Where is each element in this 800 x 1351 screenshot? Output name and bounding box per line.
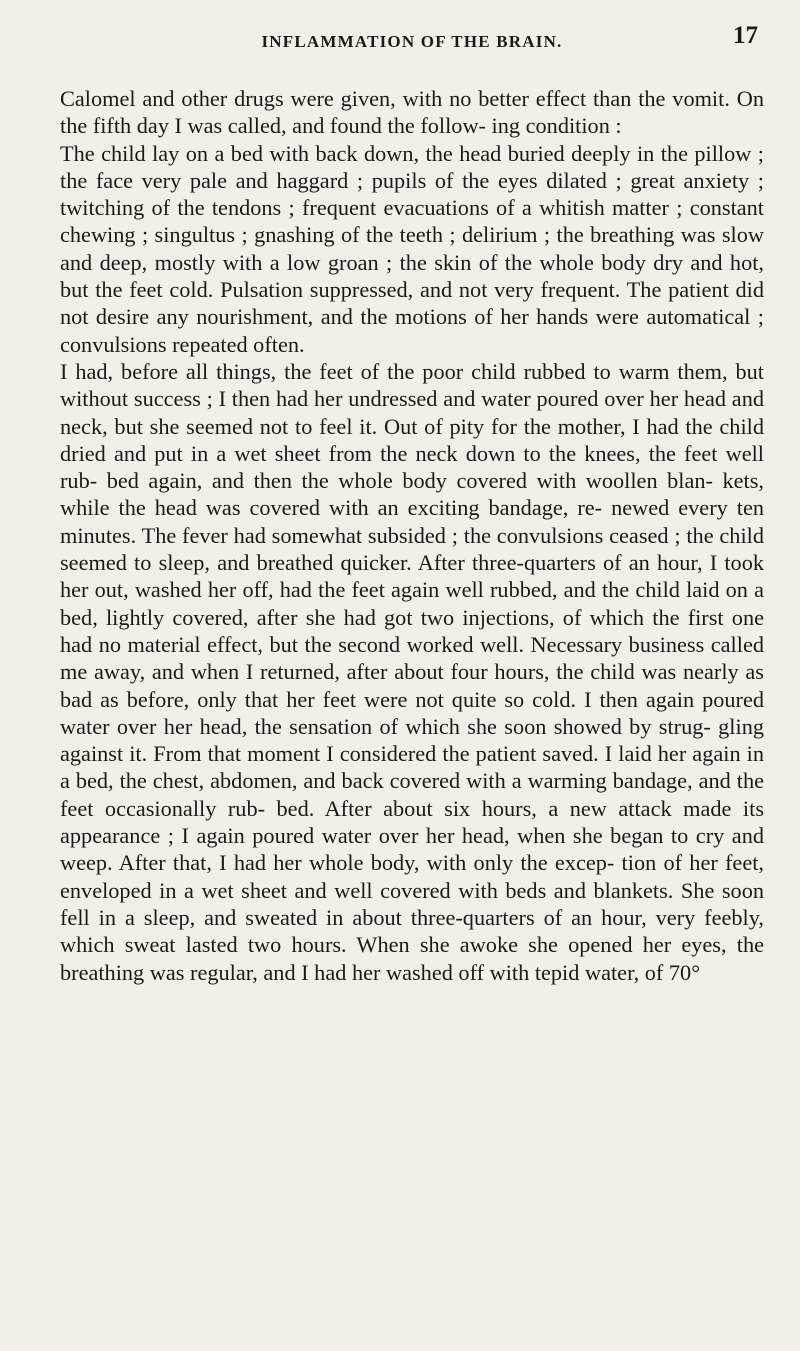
running-title: INFLAMMATION OF THE BRAIN. — [261, 32, 563, 51]
paragraph-3: I had, before all things, the feet of the poor child rubbed to warm them, but without success ; I then had her undressed and water poured over her head and neck, but she seemed not to feel it. Out of pity for the mother, I had the child dried and put in a wet sheet from the neck down to the knees, the feet well rub- bed again, and then the whole body covered with woollen blan- kets, while the head was covered with an exciting bandage, re- newed every ten minutes. The fever had somewhat subsided ; the convulsions ceased ; the child seemed to sleep, and breathed quicker. After three-quarters of an hour, I took her out, washed her off, had the feet again well rubbed, and the child laid on a bed, lightly covered, after she had got two injections, of which the first one had no material effect, but the second worked well. Necessary business called me away, and when I returned, after about four hours, the child was nearly as bad as before, only that her feet were not quite so cold. I then again poured water over her head, the sensation of which she soon showed by strug- gling against it. From that moment I considered the patient saved. I laid her again in a bed, the chest, abdomen, and back covered with a warming bandage, and the feet occasionally rub- bed. After about six hours, a new attack made its appearance ; I again poured water over her head, when she began to cry and weep. After that, I had her whole body, with only the excep- tion of her feet, enveloped in a wet sheet and well covered with beds and blankets. She soon fell in a sleep, and sweated in about three-quarters of an hour, very feebly, which sweat lasted two hours. When she awoke she opened her eyes, the breathing was regular, and I had her washed off with tepid water, of 70° — [60, 358, 764, 985]
paragraph-1: Calomel and other drugs were given, with no better effect than the vomit. On the fifth day I was called, and found the follow- ing condition : — [60, 86, 764, 139]
body-text — [60, 85, 764, 986]
paragraph-2: The child lay on a bed with back down, the head buried deeply in the pillow ; the face very pale and haggard ; pupils of the eyes dilated ; great anxiety ; twitching of the tendons ; frequent evacuations of a whitish matter ; constant chewing ; singultus ; gnashing of the teeth ; delirium ; the breathing was slow and deep, mostly with a low groan ; the skin of the whole body dry and hot, but the feet cold. Pulsation suppressed, and not very frequent. The patient did not desire any nourishment, and the motions of her hands were automatical ; convulsions repeated often. — [60, 140, 764, 357]
page-number: 17 — [733, 22, 758, 49]
running-head — [60, 18, 764, 58]
